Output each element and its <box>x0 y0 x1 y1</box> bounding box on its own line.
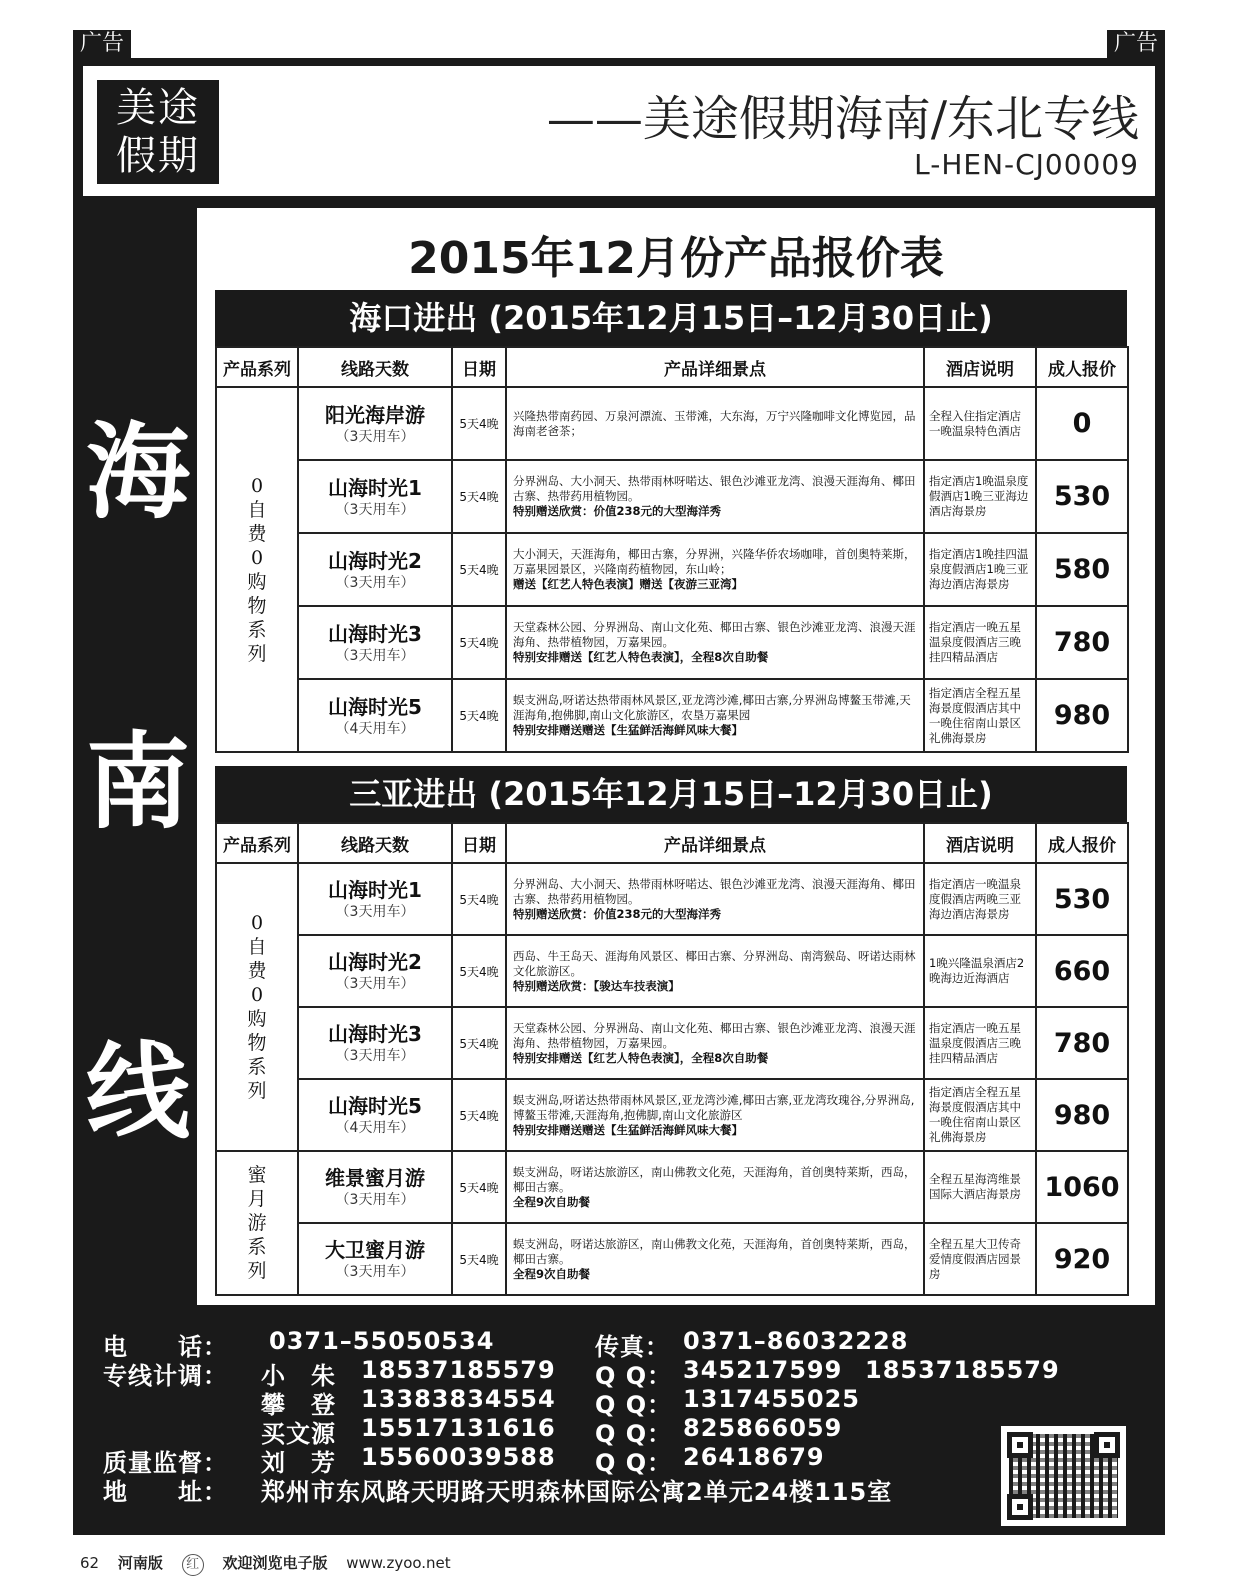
page-number: 62 <box>80 1554 100 1572</box>
header-hotel: 酒店说明 <box>924 347 1036 387</box>
price-cell: 660 <box>1036 935 1128 1007</box>
ad-frame <box>73 58 1165 1535</box>
table-row <box>216 863 1128 935</box>
detail-text: 蜈支洲岛,呀诺达热带雨林风景区,亚龙湾沙滩,椰田古寨,分界洲岛博鳌玉带滩,天涯海角,抱佛脚,南山文化旅游区，农垦万嘉果园 <box>513 693 911 722</box>
staff-phone: 18537185579 <box>361 1356 556 1384</box>
staff-qq: 825866059 <box>683 1414 843 1442</box>
quality-qq-label: Q Q： <box>595 1449 673 1477</box>
route-name: 大卫蜜月游 <box>325 1238 425 1262</box>
series-name: 蜜月游系列 <box>247 1164 267 1282</box>
detail-bonus: 特别赠送欣赏：价值238元的大型海洋秀 <box>513 906 722 921</box>
staff-phone: 15517131616 <box>361 1414 556 1442</box>
hotel-cell: 全程入住指定酒店一晚温泉特色酒店 <box>924 387 1036 460</box>
route-vehicle: （3天用车） <box>335 1264 415 1280</box>
price-cell: 530 <box>1036 460 1128 533</box>
series-cell <box>216 863 298 1151</box>
address-text: 郑州市东风路天明路天明森林国际公寓2单元24楼115室 <box>261 1478 893 1506</box>
header-route: 线路天数 <box>298 823 452 863</box>
table-row <box>216 606 1128 679</box>
route-vehicle: （3天用车） <box>335 1048 415 1064</box>
edition-label: 河南版 <box>117 1554 163 1572</box>
detail-text: 蜈支洲岛,呀诺达热带雨林风景区,亚龙湾沙滩,椰田古寨,亚龙湾玫瑰谷,分界洲岛,博鳌玉带滩,天涯海角,抱佛脚,南山文化旅游区 <box>513 1092 915 1122</box>
logo-line-1: 美途 <box>116 85 200 131</box>
detail-cell <box>506 387 924 460</box>
detail-bonus: 特别安排赠送【红艺人特色表演】，全程8次自助餐 <box>513 650 769 664</box>
quality-name: 刘 芳 <box>261 1449 336 1477</box>
route-name: 山海时光2 <box>328 950 422 974</box>
route-vehicle: （4天用车） <box>335 1120 415 1136</box>
route-name: 山海时光2 <box>328 548 422 573</box>
hotel-cell: 指定酒店1晚挂四温泉度假酒店1晚三亚海边酒店海景房 <box>924 533 1036 606</box>
route-name: 山海时光3 <box>328 1022 422 1046</box>
detail-cell <box>506 1151 924 1223</box>
hotel-cell: 指定酒店1晚温泉度假酒店1晚三亚海边酒店海景房 <box>924 460 1036 533</box>
detail-cell <box>506 863 924 935</box>
date-cell: 5天4晚 <box>452 1007 506 1079</box>
route-name: 山海时光5 <box>328 1094 422 1118</box>
date-cell: 5天4晚 <box>452 679 506 752</box>
price-cell: 780 <box>1036 606 1128 679</box>
price-table-sanya <box>215 822 1129 1296</box>
detail-cell <box>506 460 924 533</box>
detail-text: 天堂森林公园、分界洲岛、南山文化苑、椰田古寨、银色沙滩亚龙湾、浪漫天涯海角、热带植物园，万嘉果园。 <box>513 620 916 649</box>
route-name: 阳光海岸游 <box>325 402 425 427</box>
date-cell: 5天4晚 <box>452 460 506 533</box>
detail-text: 兴隆热带南药园、万泉河漂流、玉带滩，大东海，万宁兴隆咖啡文化博览园，品海南老爸茶； <box>513 408 916 438</box>
price-table-haikou <box>215 346 1129 753</box>
detail-bonus: 特别安排赠送【红艺人特色表演】，全程8次自助餐 <box>513 1050 769 1065</box>
route-vehicle: （3天用车） <box>335 574 415 591</box>
price-cell: 1060 <box>1036 1151 1128 1223</box>
header-detail: 产品详细景点 <box>506 347 924 387</box>
staff-phone: 13383834554 <box>361 1385 556 1413</box>
price-panel <box>197 208 1155 1305</box>
series-name: 0自费0购物系列 <box>247 912 267 1102</box>
staff-name: 小 朱 <box>261 1362 336 1390</box>
date-cell: 5天4晚 <box>452 863 506 935</box>
header-date: 日期 <box>452 823 506 863</box>
route-vehicle: （4天用车） <box>335 720 415 737</box>
detail-text: 西岛、牛王岛天、涯海角风景区、椰田古寨、分界洲岛、南湾猴岛、呀诺达雨林文化旅游区。 <box>513 948 916 978</box>
table-row <box>216 1007 1128 1079</box>
date-cell: 5天4晚 <box>452 533 506 606</box>
detail-bonus: 全程9次自助餐 <box>513 1266 591 1281</box>
staff-qq-label: Q Q： <box>595 1391 673 1419</box>
route-cell <box>298 1079 452 1151</box>
table-row <box>216 533 1128 606</box>
header-series: 产品系列 <box>216 823 298 863</box>
header-hotel: 酒店说明 <box>924 823 1036 863</box>
route-vehicle: （3天用车） <box>335 904 415 920</box>
table-header-row <box>216 823 1128 863</box>
header-series: 产品系列 <box>216 347 298 387</box>
detail-text: 分界洲岛、大小洞天、热带雨林呀喏达、银色沙滩亚龙湾、浪漫天涯海角、椰田古寨、热带药用植物园。 <box>513 876 916 906</box>
page-footer <box>80 1552 465 1576</box>
logo-line-2: 假期 <box>116 133 200 179</box>
site-url[interactable]: www.zyoo.net <box>346 1554 451 1572</box>
hotel-cell: 指定酒店全程五星海景度假酒店其中一晚住宿南山景区礼佛海景房 <box>924 679 1036 752</box>
route-name: 山海时光3 <box>328 621 422 646</box>
price-cell: 0 <box>1036 387 1128 460</box>
detail-cell <box>506 1223 924 1295</box>
detail-bonus: 特别安排赠送赠送【生猛鲜活海鲜风味大餐】 <box>513 723 743 737</box>
route-name: 山海时光1 <box>328 475 422 500</box>
staff-extra-phone: 18537185579 <box>865 1356 1060 1384</box>
staff-name: 攀 登 <box>261 1391 336 1419</box>
route-vehicle: （3天用车） <box>335 501 415 518</box>
table-row <box>216 1223 1128 1295</box>
route-vehicle: （3天用车） <box>335 1192 415 1208</box>
route-vehicle: （3天用车） <box>335 647 415 664</box>
header-detail: 产品详细景点 <box>506 823 924 863</box>
table-row <box>216 387 1128 460</box>
date-cell: 5天4晚 <box>452 1223 506 1295</box>
ad-label-right: 广告 <box>1107 30 1165 58</box>
header-price: 成人报价 <box>1036 823 1128 863</box>
hotel-cell: 1晚兴隆温泉酒店2晚海边近海酒店 <box>924 935 1036 1007</box>
route-cell <box>298 460 452 533</box>
detail-text: 分界洲岛、大小洞天、热带雨林呀喏达、银色沙滩亚龙湾、浪漫天涯海角、椰田古寨、热带药用植物园。 <box>513 474 916 503</box>
quality-phone: 15560039588 <box>361 1443 556 1471</box>
qr-code-image <box>1001 1426 1126 1526</box>
welcome-text: 欢迎浏览电子版 <box>222 1554 328 1572</box>
route-vehicle: （3天用车） <box>335 428 415 445</box>
route-cell <box>298 679 452 752</box>
date-cell: 5天4晚 <box>452 935 506 1007</box>
detail-cell <box>506 679 924 752</box>
detail-bonus: 赠送【红艺人特色表演】赠送【夜游三亚湾】 <box>513 577 743 591</box>
detail-cell <box>506 935 924 1007</box>
date-cell: 5天4晚 <box>452 387 506 460</box>
series-name: 0自费0购物系列 <box>247 474 267 665</box>
detail-cell <box>506 1079 924 1151</box>
date-cell: 5天4晚 <box>452 1151 506 1223</box>
phone-label: 电 话： <box>103 1333 228 1361</box>
route-cell <box>298 387 452 460</box>
hotel-cell: 指定酒店全程五星海景度假酒店其中一晚住宿南山景区礼佛海景房 <box>924 1079 1036 1151</box>
header-price: 成人报价 <box>1036 347 1128 387</box>
price-cell: 780 <box>1036 1007 1128 1079</box>
price-cell: 580 <box>1036 533 1128 606</box>
edition-badge-icon: 红 <box>182 1554 204 1576</box>
side-label-char: 南 <box>85 721 190 843</box>
price-cell: 980 <box>1036 679 1128 752</box>
fax-label: 传真： <box>595 1333 670 1361</box>
route-cell <box>298 606 452 679</box>
line-code: L-HEN-CJ00009 <box>914 148 1139 181</box>
price-cell: 980 <box>1036 1079 1128 1151</box>
quality-label: 质量监督： <box>103 1449 228 1477</box>
table-row <box>216 460 1128 533</box>
header-route: 线路天数 <box>298 347 452 387</box>
detail-text: 蜈支洲岛，呀诺达旅游区，南山佛教文化苑，天涯海角，首创奥特莱斯，西岛，椰田古寨。 <box>513 1236 916 1266</box>
detail-text: 天堂森林公园、分界洲岛、南山文化苑、椰田古寨、银色沙滩亚龙湾、浪漫天涯海角、热带植物园，万嘉果园。 <box>513 1020 916 1050</box>
route-cell <box>298 1007 452 1079</box>
phone-number: 0371–55050534 <box>269 1327 495 1355</box>
table-row <box>216 679 1128 752</box>
staff-qq-label: Q Q： <box>595 1420 673 1448</box>
table-row <box>216 935 1128 1007</box>
detail-bonus: 特别赠送欣赏：【骏达车技表演】 <box>513 978 680 993</box>
header-date: 日期 <box>452 347 506 387</box>
detail-cell <box>506 606 924 679</box>
series-cell <box>216 387 298 752</box>
hotel-cell: 全程五星海湾维景国际大酒店海景房 <box>924 1151 1036 1223</box>
detail-text: 蜈支洲岛，呀诺达旅游区，南山佛教文化苑，天涯海角，首创奥特莱斯，西岛，椰田古寨。 <box>513 1164 916 1194</box>
route-vehicle: （3天用车） <box>335 976 415 992</box>
ad-label-left: 广告 <box>73 30 131 58</box>
hotel-cell: 全程五星大卫传奇爱情度假酒店园景房 <box>924 1223 1036 1295</box>
detail-bonus: 特别赠送欣赏：价值238元的大型海洋秀 <box>513 504 722 518</box>
brand-logo <box>97 80 219 184</box>
staff-qq-label: Q Q： <box>595 1362 673 1390</box>
price-cell: 530 <box>1036 863 1128 935</box>
route-name: 维景蜜月游 <box>325 1166 425 1190</box>
table-header-row <box>216 347 1128 387</box>
side-label-char: 海 <box>85 411 190 533</box>
route-cell <box>298 533 452 606</box>
section-banner-haikou: 海口进出 (2015年12月15日–12月30日止) <box>215 290 1127 346</box>
table-row <box>216 1151 1128 1223</box>
detail-cell <box>506 533 924 606</box>
section-banner-sanya: 三亚进出 (2015年12月15日–12月30日止) <box>215 766 1127 822</box>
side-label-char: 线 <box>85 1031 190 1153</box>
hotel-cell: 指定酒店一晚五星温泉度假酒店三晚挂四精品酒店 <box>924 606 1036 679</box>
route-cell <box>298 1151 452 1223</box>
route-cell <box>298 1223 452 1295</box>
detail-bonus: 全程9次自助餐 <box>513 1194 591 1209</box>
date-cell: 5天4晚 <box>452 1079 506 1151</box>
route-cell <box>298 863 452 935</box>
staff-qq: 1317455025 <box>683 1385 860 1413</box>
route-name: 山海时光5 <box>328 694 422 719</box>
price-cell: 920 <box>1036 1223 1128 1295</box>
staff-name: 买文源 <box>261 1420 336 1448</box>
address-label: 地 址： <box>103 1478 228 1506</box>
detail-text: 大小洞天，天涯海角，椰田古寨，分界洲，兴隆华侨农场咖啡，首创奥特莱斯，万嘉果园景区，兴隆南药植物园，东山岭； <box>513 547 916 576</box>
route-name: 山海时光1 <box>328 878 422 902</box>
brand-header <box>83 66 1155 196</box>
panel-title: 2015年12月份产品报价表 <box>408 233 944 284</box>
table-row <box>216 1079 1128 1151</box>
quality-qq: 26418679 <box>683 1443 825 1471</box>
route-cell <box>298 935 452 1007</box>
dispatch-label: 专线计调： <box>103 1362 228 1390</box>
fax-number: 0371–86032228 <box>683 1327 909 1355</box>
hotel-cell: 指定酒店一晚温泉度假酒店两晚三亚海边酒店海景房 <box>924 863 1036 935</box>
detail-bonus: 特别安排赠送赠送【生猛鲜活海鲜风味大餐】 <box>513 1122 743 1137</box>
hotel-cell: 指定酒店一晚五星温泉度假酒店三晚挂四精品酒店 <box>924 1007 1036 1079</box>
series-cell <box>216 1151 298 1295</box>
staff-qq: 345217599 <box>683 1356 843 1384</box>
detail-cell <box>506 1007 924 1079</box>
date-cell: 5天4晚 <box>452 606 506 679</box>
line-title: ——美途假期海南/东北专线 <box>546 91 1139 147</box>
